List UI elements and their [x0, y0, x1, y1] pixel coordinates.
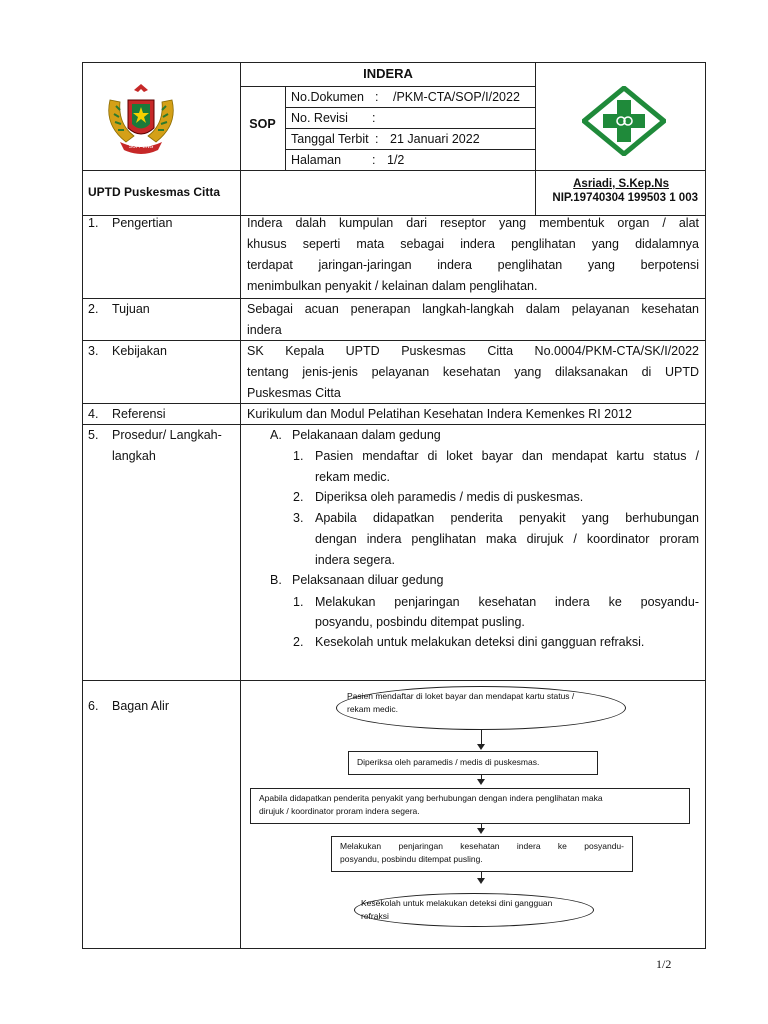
step-line: Diperiksa oleh paramedis / medis di puskesmas. [315, 490, 584, 504]
text-line: Puskesmas Citta [247, 386, 341, 400]
meta-value: 21 Januari 2022 [390, 132, 480, 146]
step-line: Pasien mendaftar di loket bayar dan mendapat kartu status / [315, 449, 699, 463]
step-number: 1. [293, 449, 304, 463]
flow-text: Diperiksa oleh paramedis / medis di puskesmas. [357, 757, 540, 767]
step-line: Melakukan penjaringan kesehatan indera ke posyandu- [315, 595, 699, 609]
meta-label: Tanggal Terbit [291, 132, 369, 146]
meta-sep: : [372, 153, 376, 167]
meta-sep: : [372, 111, 376, 125]
meta-label: No. Revisi [291, 111, 348, 125]
section-label: Bagan Alir [112, 699, 169, 713]
flow-text: Pasien mendaftar di loket bayar dan mendapat kartu status / [347, 691, 575, 701]
section-number: 3. [88, 344, 99, 358]
signer-name: Asriadi, S.Kep.Ns [573, 178, 669, 190]
flow-arrowhead [477, 744, 485, 750]
section-label: Prosedur/ Langkah- [112, 428, 222, 442]
section-label: Referensi [112, 407, 166, 421]
document-title: INDERA [363, 66, 413, 81]
text-line: Kurikulum dan Modul Pelatihan Kesehatan Indera Kemenkes RI 2012 [247, 407, 632, 421]
text-line: indera [247, 323, 282, 337]
flow-text: dirujuk / koordinator proram indera segera. [259, 806, 420, 816]
regency-emblem [96, 80, 186, 160]
section-label: langkah [112, 449, 156, 463]
step-line: Apabila didapatkan penderita penyakit yang berhubungan [315, 511, 699, 525]
flow-text: Kesekolah untuk melakukan deteksi dini gangguan [361, 898, 553, 908]
sop-label: SOP [249, 117, 276, 131]
section-number: 5. [88, 428, 99, 442]
flow-process-box [250, 788, 690, 824]
text-line: tentang jenis-jenis pelayanan kesehatan yang dilaksanakan di UPTD [247, 365, 699, 379]
meta-sep: : [375, 132, 379, 146]
section-number: 4. [88, 407, 99, 421]
flow-text: refraksi [361, 911, 389, 921]
group-title: Pelaksanaan diluar gedung [292, 573, 444, 587]
page-number: 1/2 [656, 957, 672, 971]
signer-nip: NIP.19740304 199503 1 003 [552, 192, 698, 204]
flow-text: Melakukan penjaringan kesehatan indera ke posyandu- [340, 841, 624, 851]
group-mark: B. [270, 573, 282, 587]
flow-arrowhead [477, 779, 485, 785]
text-line: SK Kepala UPTD Puskesmas Citta No.0004/PKM-CTA/SK/I/2022 [247, 344, 699, 358]
section-number: 2. [88, 302, 99, 316]
section-label: Kebijakan [112, 344, 167, 358]
step-line: Kesekolah untuk melakukan deteksi dini gangguan refraksi. [315, 635, 645, 649]
section-number: 1. [88, 216, 99, 230]
flow-connector [481, 730, 482, 744]
flow-process-box [348, 751, 598, 775]
step-number: 2. [293, 635, 304, 649]
text-line: Sebagai acuan penerapan langkah-langkah dalam pelayanan kesehatan [247, 302, 699, 316]
text-line: menimbulkan penyakit / kelainan dalam penglihatan. [247, 279, 538, 293]
text-line: khusus seperti mata sebagai indera penglihatan yang didalamnya [247, 237, 699, 251]
step-number: 1. [293, 595, 304, 609]
flow-text: Apabila didapatkan penderita penyakit yang berhubungan dengan indera penglihatan maka [259, 793, 603, 803]
flow-process-box [331, 836, 633, 872]
flow-text: rekam medic. [347, 704, 399, 714]
meta-value: 1/2 [387, 153, 405, 167]
text-line: terdapat jaringan-jaringan indera penglihatan yang berpotensi [247, 258, 699, 272]
step-line: dengan indera penglihatan maka dirujuk / koordinator proram [315, 532, 699, 546]
emblem-banner-text: SOPPENG [128, 144, 154, 150]
step-number: 3. [293, 511, 304, 525]
section-number: 6. [88, 699, 99, 713]
meta-sep: : [375, 90, 379, 104]
step-line: posyandu, posbindu ditempat pusling. [315, 615, 525, 629]
step-line: indera segera. [315, 553, 395, 567]
flow-text: posyandu, posbindu ditempat pusling. [340, 854, 483, 864]
section-label: Pengertian [112, 216, 173, 230]
meta-value: /PKM-CTA/SOP/I/2022 [393, 90, 520, 104]
puskesmas-logo [582, 86, 666, 156]
flow-arrowhead [477, 828, 485, 834]
flow-end-terminal [354, 893, 594, 927]
text-line: Indera dalah kumpulan dari reseptor yang membentuk organ / alat [247, 216, 699, 230]
organization-name: UPTD Puskesmas Citta [88, 185, 221, 199]
flow-arrowhead [477, 878, 485, 884]
puskesmas-cross-icon [582, 86, 666, 156]
group-mark: A. [270, 428, 282, 442]
step-number: 2. [293, 490, 304, 504]
group-title: Pelakanaan dalam gedung [292, 428, 441, 442]
section-label: Tujuan [112, 302, 150, 316]
meta-label: No.Dokumen [291, 90, 364, 104]
flow-start-terminal [336, 686, 626, 730]
meta-label: Halaman [291, 153, 342, 167]
step-line: rekam medic. [315, 470, 391, 484]
